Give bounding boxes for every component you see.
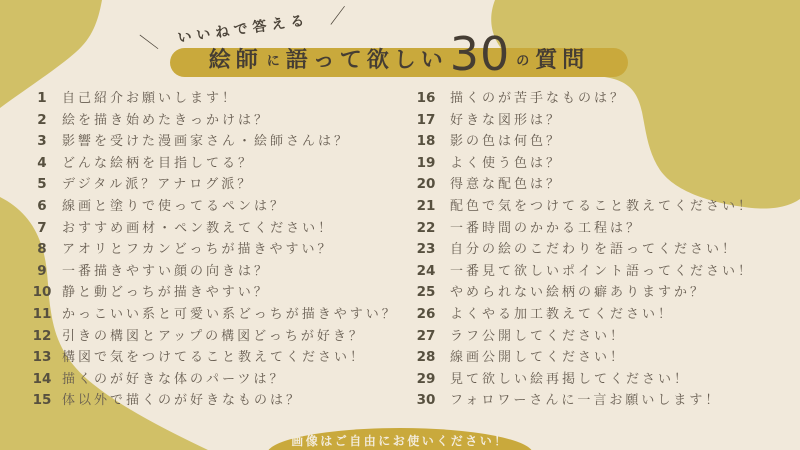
- question-number: 29: [416, 370, 436, 387]
- question-row: [412, 346, 754, 368]
- title-ni: に: [266, 54, 282, 69]
- question-text: よく使う色は？: [450, 155, 563, 171]
- tagline-slash-icon: ／: [327, 5, 349, 29]
- question-text: 体以外で描くのが好きなものは？: [62, 393, 303, 409]
- question-text: デジタル派？アナログ派？: [62, 177, 254, 193]
- question-number: 13: [32, 349, 52, 366]
- question-row: [412, 195, 754, 217]
- question-row: [412, 152, 754, 174]
- question-row: [32, 325, 398, 347]
- question-row: [412, 389, 754, 411]
- question-row: [32, 368, 398, 390]
- question-number: 30: [416, 392, 436, 409]
- question-row: [32, 173, 398, 195]
- question-row: [32, 109, 398, 131]
- question-text: 配色で気をつけてること教えてください！: [450, 198, 755, 214]
- question-number: 5: [37, 176, 47, 193]
- question-number: 25: [416, 284, 436, 301]
- question-row: [412, 87, 754, 109]
- question-number: 14: [32, 370, 52, 387]
- question-row: [32, 87, 398, 109]
- question-number: 28: [416, 349, 436, 366]
- question-number: 26: [416, 305, 436, 322]
- question-row: [412, 238, 754, 260]
- question-row: [32, 152, 398, 174]
- title-no: の: [516, 54, 532, 69]
- question-row: [412, 260, 754, 282]
- question-number: 27: [416, 327, 436, 344]
- question-number: 16: [416, 90, 436, 106]
- question-text: 影の色は何色？: [450, 134, 563, 150]
- question-number: 2: [37, 111, 47, 128]
- question-text: 一番描きやすい顔の向きは？: [62, 263, 271, 279]
- question-number: 18: [416, 133, 436, 150]
- question-row: [32, 346, 398, 368]
- question-text: ラフ公開してください！: [450, 328, 627, 344]
- question-number: 23: [416, 241, 436, 258]
- question-number: 4: [37, 154, 47, 171]
- question-row: [32, 130, 398, 152]
- question-text: アオリとフカンどっちが描きやすい？: [62, 242, 334, 258]
- question-number: 21: [416, 197, 436, 214]
- question-number: 12: [32, 327, 52, 344]
- question-text: 影響を受けた漫画家さん・絵師さんは？: [62, 134, 351, 150]
- question-text: かっこいい系と可愛い系どっちが描きやすい？: [62, 306, 398, 322]
- question-text: 構図で気をつけてること教えてください！: [62, 350, 367, 366]
- question-text: 一番時間のかかる工程は？: [450, 220, 643, 236]
- question-text: 描くのが好きな体のパーツは？: [62, 371, 286, 387]
- question-text: 絵を描き始めたきっかけは？: [62, 112, 271, 128]
- question-row: [412, 303, 754, 325]
- title-shitsumon: 質問: [535, 48, 590, 73]
- question-column-right: [412, 87, 754, 411]
- question-text: よくやる加工教えてください！: [450, 306, 675, 322]
- question-text: どんな絵柄を目指してる？: [62, 155, 255, 171]
- question-row: [32, 281, 398, 303]
- question-text: 得意な配色は？: [450, 177, 563, 193]
- question-number: 6: [37, 197, 47, 214]
- question-text: フォロワーさんに一言お願いします！: [450, 393, 722, 409]
- question-row: [412, 130, 754, 152]
- question-text: 描くのが苦手なものは？: [450, 91, 627, 106]
- question-number: 7: [37, 219, 47, 236]
- question-text: 線画と塗りで使ってるペンは？: [62, 198, 287, 214]
- question-text: おすすめ画材・ペン教えてください！: [62, 220, 335, 236]
- question-text: 好きな図形は？: [450, 112, 563, 128]
- question-text: 静と動どっちが描きやすい？: [62, 285, 270, 301]
- question-text: 自分の絵のこだわりを語ってください！: [450, 242, 739, 258]
- question-row: [32, 389, 398, 411]
- question-number: 10: [32, 284, 52, 301]
- title-30: 30: [449, 27, 511, 81]
- question-text: 見て欲しい絵再掲してください！: [450, 371, 691, 387]
- question-number: 24: [416, 262, 436, 279]
- question-row: [32, 238, 398, 260]
- footer-note: 画像はご自由にお使いください！: [291, 434, 509, 448]
- question-row: [412, 325, 754, 347]
- question-number: 11: [32, 305, 52, 322]
- question-text: やめられない絵柄の癖ありますか？: [450, 285, 707, 301]
- question-row: [32, 260, 398, 282]
- question-number: 19: [416, 154, 436, 171]
- question-number: 17: [416, 111, 436, 128]
- title-eshi: 絵師: [208, 48, 263, 73]
- tagline-backslash-icon: ＼: [138, 31, 160, 55]
- question-column-left: [32, 87, 398, 411]
- question-row: [32, 217, 398, 239]
- question-text: 引きの構図とアップの構図どっちが好き？: [62, 328, 365, 344]
- question-row: [412, 368, 754, 390]
- title-katatte: 語って欲しい: [285, 48, 448, 73]
- question-number: 8: [37, 241, 47, 258]
- question-number: 15: [32, 392, 52, 409]
- question-text: 自己紹介お願いします！: [62, 91, 239, 106]
- question-row: [412, 173, 754, 195]
- question-text: 線画公開してください！: [450, 350, 627, 366]
- question-number: 22: [416, 219, 436, 236]
- question-number: 3: [37, 133, 47, 150]
- question-row: [32, 303, 398, 325]
- question-row: [412, 281, 754, 303]
- question-number: 9: [37, 262, 47, 279]
- tagline-text: いいねで答える: [176, 12, 311, 47]
- question-row: [412, 109, 754, 131]
- question-number: 20: [416, 176, 436, 193]
- question-row: [32, 195, 398, 217]
- question-number: 1: [37, 90, 47, 106]
- question-row: [412, 217, 754, 239]
- question-text: 一番見て欲しいポイント語ってください！: [450, 263, 755, 279]
